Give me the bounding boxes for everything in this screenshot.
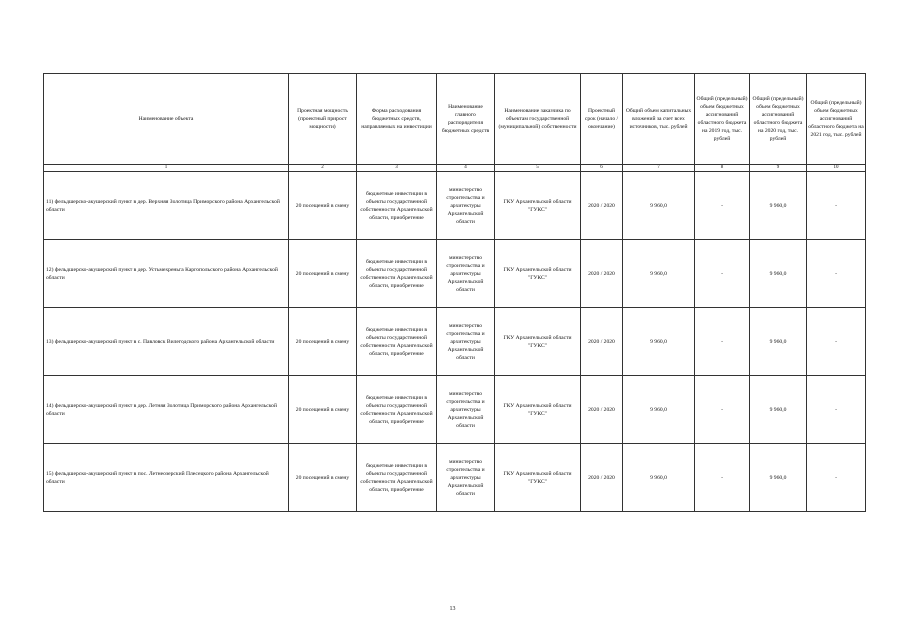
budget-distributor: министерство строительства и архитектуры Архангельской области xyxy=(437,376,495,444)
capacity: 20 посещений в смену xyxy=(289,172,357,240)
object-name: 12) фельдшерско-акушерский пункт в дер. Устьмехреньга Каргопольского района Архангельской области xyxy=(44,240,289,308)
header-cell: Проектная мощность (проектный прирост мощности) xyxy=(289,74,357,165)
header-cell: Форма расходования бюджетных средств, направляемых на инвестиции xyxy=(357,74,437,165)
table-row xyxy=(44,172,866,240)
header-cell: Наименование объекта xyxy=(44,74,289,165)
project-term: 2020 / 2020 xyxy=(581,240,623,308)
total-investment: 9 960,0 xyxy=(623,444,695,512)
budget-2020: 9 960,0 xyxy=(750,172,807,240)
column-number: 7 xyxy=(623,165,695,172)
customer: ГКУ Архангельской области "ГУКС" xyxy=(495,172,581,240)
budget-2021: - xyxy=(807,240,866,308)
customer: ГКУ Архангельской области "ГУКС" xyxy=(495,308,581,376)
project-term: 2020 / 2020 xyxy=(581,172,623,240)
column-number: 6 xyxy=(581,165,623,172)
budget-2021: - xyxy=(807,308,866,376)
column-number: 3 xyxy=(357,165,437,172)
header-cell: Наименование главного распорядителя бюджетных средств xyxy=(437,74,495,165)
spending-form: бюджетные инвестиции в объекты государственной собственности Архангельской области, приобретение xyxy=(357,240,437,308)
budget-2021: - xyxy=(807,376,866,444)
budget-2019: - xyxy=(695,308,750,376)
table-row xyxy=(44,444,866,512)
budget-2019: - xyxy=(695,376,750,444)
budget-2020: 9 960,0 xyxy=(750,240,807,308)
header-cell: Наименование заказчика по объектам государственной (муниципальной) собственности xyxy=(495,74,581,165)
total-investment: 9 960,0 xyxy=(623,240,695,308)
table-row xyxy=(44,308,866,376)
capacity: 20 посещений в смену xyxy=(289,240,357,308)
budget-distributor: министерство строительства и архитектуры Архангельской области xyxy=(437,172,495,240)
budget-distributor: министерство строительства и архитектуры Архангельской области xyxy=(437,240,495,308)
capacity: 20 посещений в смену xyxy=(289,376,357,444)
spending-form: бюджетные инвестиции в объекты государственной собственности Архангельской области, приобретение xyxy=(357,308,437,376)
column-number: 2 xyxy=(289,165,357,172)
column-number: 4 xyxy=(437,165,495,172)
header-cell: Общий объем капитальных вложений за счет всех источников, тыс. рублей xyxy=(623,74,695,165)
customer: ГКУ Архангельской области "ГУКС" xyxy=(495,444,581,512)
project-term: 2020 / 2020 xyxy=(581,444,623,512)
budget-2020: 9 960,0 xyxy=(750,308,807,376)
spending-form: бюджетные инвестиции в объекты государственной собственности Архангельской области, приобретение xyxy=(357,376,437,444)
budget-2021: - xyxy=(807,444,866,512)
budget-2019: - xyxy=(695,172,750,240)
column-number: 8 xyxy=(695,165,750,172)
column-number: 10 xyxy=(807,165,866,172)
header-cell: Общий (предельный) объем бюджетных ассигнований областного бюджета на 2020 год, тыс. рублей xyxy=(750,74,807,165)
table-row xyxy=(44,240,866,308)
page-number: 13 xyxy=(449,606,456,612)
column-number: 9 xyxy=(750,165,807,172)
spending-form: бюджетные инвестиции в объекты государственной собственности Архангельской области, приобретение xyxy=(357,172,437,240)
investment-objects-table xyxy=(43,73,866,512)
budget-2020: 9 960,0 xyxy=(750,444,807,512)
budget-distributor: министерство строительства и архитектуры Архангельской области xyxy=(437,444,495,512)
total-investment: 9 960,0 xyxy=(623,172,695,240)
budget-2019: - xyxy=(695,444,750,512)
total-investment: 9 960,0 xyxy=(623,376,695,444)
budget-2019: - xyxy=(695,240,750,308)
object-name: 15) фельдшерско-акушерский пункт в пос. Летнеозерский Плесецкого района Архангельской области xyxy=(44,444,289,512)
header-cell: Общий (предельный) объем бюджетных ассигнований областного бюджета на 2021 год, тыс. рублей xyxy=(807,74,866,165)
table-row xyxy=(44,376,866,444)
capacity: 20 посещений в смену xyxy=(289,308,357,376)
budget-distributor: министерство строительства и архитектуры Архангельской области xyxy=(437,308,495,376)
column-number: 1 xyxy=(44,165,289,172)
column-number-row xyxy=(44,165,866,172)
header-row xyxy=(44,74,866,165)
header-cell: Общий (предельный) объем бюджетных ассигнований областного бюджета на 2019 год, тыс. рублей xyxy=(695,74,750,165)
object-name: 13) фельдшерско-акушерский пункт в с. Павловск Вилегодского района Архангельской области xyxy=(44,308,289,376)
budget-2021: - xyxy=(807,172,866,240)
project-term: 2020 / 2020 xyxy=(581,376,623,444)
customer: ГКУ Архангельской области "ГУКС" xyxy=(495,240,581,308)
project-term: 2020 / 2020 xyxy=(581,308,623,376)
object-name: 11) фельдшерско-акушерский пункт в дер. Верхняя Золотица Приморского района Архангельской области xyxy=(44,172,289,240)
budget-2020: 9 960,0 xyxy=(750,376,807,444)
customer: ГКУ Архангельской области "ГУКС" xyxy=(495,376,581,444)
capacity: 20 посещений в смену xyxy=(289,444,357,512)
object-name: 14) фельдшерско-акушерский пункт в дер. Летняя Золотица Приморского района Архангельской области xyxy=(44,376,289,444)
spending-form: бюджетные инвестиции в объекты государственной собственности Архангельской области, приобретение xyxy=(357,444,437,512)
column-number: 5 xyxy=(495,165,581,172)
total-investment: 9 960,0 xyxy=(623,308,695,376)
header-cell: Проектный срок (начало / окончание) xyxy=(581,74,623,165)
